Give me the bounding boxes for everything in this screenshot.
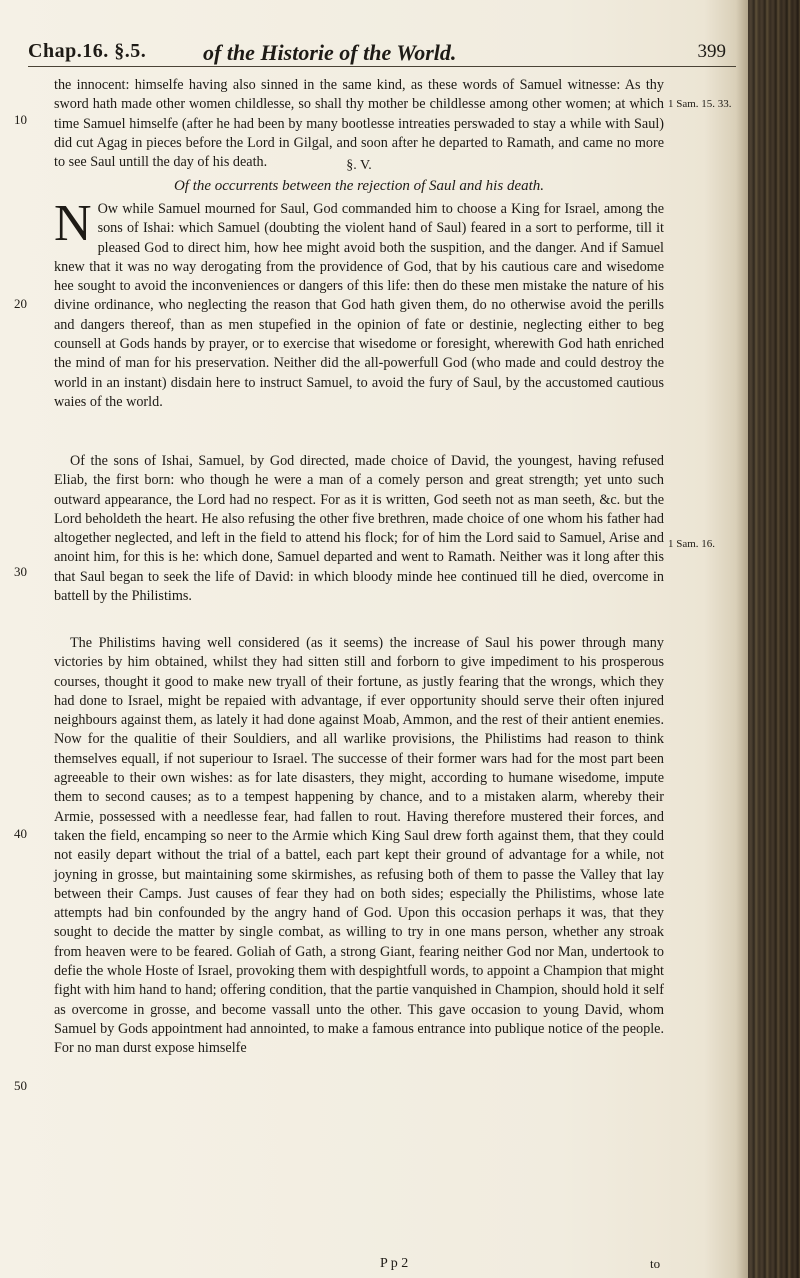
line-number: 40 (14, 826, 27, 841)
section-number: §. V. (346, 158, 372, 173)
drop-capital: N (54, 195, 92, 252)
text-block-2 (54, 195, 664, 412)
paragraph-opening: the innocent: himselfe having also sinned in the same kind, as these words of Samuel witnesse: As thy sword hath made other women childlesse, so shall thy mother be childlesse among other women; at which time Samuel himselfe (after he had been by many bootlesse intreaties perswaded to stay a while with Saul) did cut Agag in pieces before the Lord in Gilgal, and soon after he departed to Ramath, and came no more to see Saul untill the day of his death. (54, 77, 664, 171)
text-block-4 (54, 634, 664, 1059)
paragraph-body: Ow while Samuel mourned for Saul, God commanded him to choose a King for Israel, among the sons of Ishai: which Samuel (doubting the violent hand of Saul) feared in a sort to performe, till it pleased God to direct him, how hee might avoid both the suspition, and the danger. And if Samuel knew that it was no way derogating from the providence of God, that by his cautious care and wisedome hee sought to avoid the inconveniences or dangers of this life: then do these men mistake the nature of his divine ordinance, who neglecting the reason that God hath given them, do no otherwise avoid the perills and dangers thereof, than as men stupefied in the opinion of fate or destinie, neglecting either to beg counsell at Gods hands by prayer, or to exercise that wisedome or foresight, wherewith God hath enriched the mind of man for his preservation. Neither did the all-powerfull God (who made and could destroy the world in an instant) disdain here to instruct Samuel, to avoid the fury of Saul, by the accustomed cautious waies of the world. (54, 201, 664, 410)
text-block-3 (54, 452, 664, 606)
section-title: Of the occurrents between the rejection of Saul and his death. (173, 178, 545, 194)
running-title: of the Historie of the World. (203, 40, 457, 65)
page-number: 399 (697, 41, 726, 62)
margin-reference: 1 Sam. 16. (668, 538, 716, 550)
running-header (28, 38, 736, 67)
catchword: to (650, 1256, 661, 1271)
paragraph-david: Of the sons of Ishai, Samuel, by God directed, made choice of David, the youngest, having refused Eliab, the first born: who though he were a man of a comely person and great strength; yet unto such outward appearance, the Lord had no respect. For as it is written, God seeth not as man seeth, &c. but the Lord beholdeth the heart. He also refusing the other five brethren, made choice of one whom his father had altogether neglected, and left in the field to attend his flock; for of him the Lord said to Samuel, Arise and anoint him, for this is he: which done, Samuel departed and went to Ramath. Neither was it long after this that Saul began to seek the life of David: in which bloody minde hee continued till he died, overcome in battell by the Philistims. (54, 453, 664, 605)
line-number: 10 (14, 112, 27, 127)
book-spine-shadow (748, 0, 800, 1278)
line-number: 50 (14, 1078, 27, 1093)
chapter-heading: Chap.16. §.5. (28, 40, 147, 62)
paragraph-dropcap (54, 195, 664, 412)
signature-mark: P p 2 (380, 1256, 409, 1271)
margin-reference: 1 Sam. 15. 33. (668, 98, 732, 110)
paragraph-philistims: The Philistims having well considered (as it seems) the increase of Saul his power through many victories by him obtained, whilst they had sitten still and forborn to give impediment to his prosperous courses, thought it good to make new tryall of their fortune, as justly fearing that the wrongs, which they had done to Israel, might be repaied with advantage, if ever opportunity should serve their often injured neighbours against them, as lately it had done against Moab, Ammon, and the rest of their antient enemies. Now for the qualitie of their Souldiers, and all warlike provisions, the Philistims had reason to think themselves equall, if not superiour to Israel. The successe of their former wars had for the most part been agreeable to their own wishes: as for late disasters, they might, according to humane wisedome, impute them to second causes; as to a tempest happening by chance, and to a mistaken alarm, whereby their Armie, possessed with a needlesse fear, had fallen to rout. Having therefore mustered their forces, and taken the field, encamping so neer to the Armie which King Saul drew forth against them, that they could not easily depart without the trial of a battel, each part kept their ground of advantage for a while, not joyning in grosse, but maintaining some skirmishes, as refusing both of them to passe the Valley that lay between their Camps. Just causes of fear they had on both sides; especially the Philistims, whose late attempts had bin confounded by the angry hand of God. Upon this occasion perhaps it was, that they sought to decide the matter by single combat, as willing to try in one mans person, whether any stroak from heaven were to be feared. Goliah of Gath, a strong Giant, fearing neither God nor Man, undertook to defie the whole Hoste of Israel, provoking them with despightfull words, to appoint a Champion that might fight with him hand to hand; offering condition, that the partie vanquished in Champion, should hold it self as overcome in grosse, and become vassall unto the other. This gave occasion to young David, whom Samuel by Gods appointment had annointed, to make a famous entrance into publique notice of the people. For no man durst expose himselfe (54, 635, 664, 1057)
line-number: 30 (14, 564, 27, 579)
line-number: 20 (14, 296, 27, 311)
